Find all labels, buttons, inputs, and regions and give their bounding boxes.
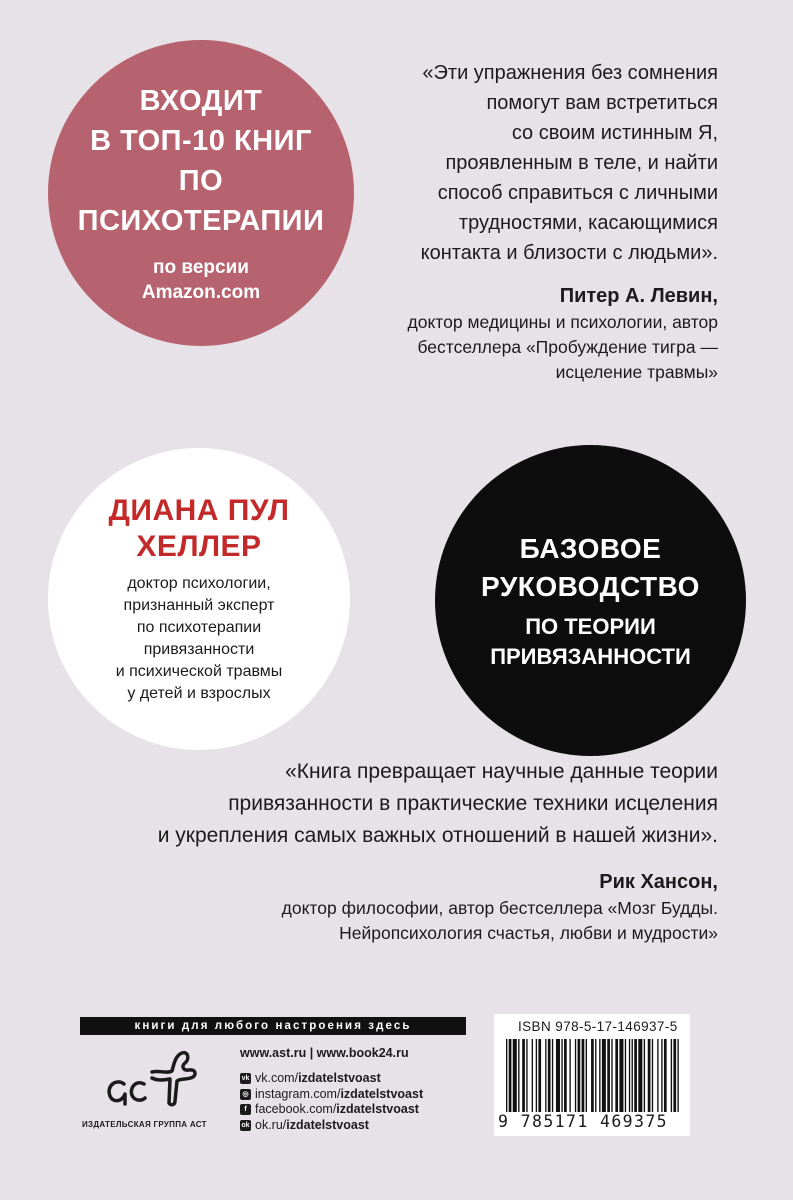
quote-line: помогут вам встретиться bbox=[486, 92, 718, 114]
barcode-stripe bbox=[619, 1039, 623, 1119]
badge-source bbox=[142, 255, 260, 305]
author-credentials bbox=[116, 573, 283, 705]
quote-line: привязанности в практические техники исцеления bbox=[228, 792, 718, 815]
guide-line: РУКОВОДСТВО bbox=[481, 570, 700, 602]
quote-hanson bbox=[18, 756, 718, 852]
barcode-stripe bbox=[607, 1039, 610, 1119]
barcode-stripe bbox=[599, 1039, 600, 1119]
social-prefix: ok.ru/ bbox=[255, 1117, 287, 1132]
social-prefix: instagram.com/ bbox=[255, 1086, 341, 1101]
barcode-stripe bbox=[595, 1039, 596, 1119]
quote-line: проявленным в теле, и найти bbox=[445, 152, 718, 174]
barcode-stripe bbox=[536, 1039, 537, 1119]
guide-sub-line: ПО ТЕОРИИ bbox=[525, 613, 656, 639]
barcode-stripe bbox=[615, 1039, 618, 1119]
barcode-stripe bbox=[522, 1039, 525, 1119]
barcode-stripe bbox=[552, 1039, 553, 1119]
social-link-vk bbox=[240, 1071, 480, 1087]
barcode-stripe bbox=[634, 1039, 637, 1119]
badge-source-line: по версии bbox=[153, 257, 249, 278]
barcode-stripe bbox=[591, 1039, 594, 1119]
quote-author: Питер А. Левин, bbox=[559, 285, 718, 307]
credential-line: и психической травмы bbox=[115, 663, 283, 680]
badge-source-line: Amazon.com bbox=[141, 282, 261, 303]
barcode-number: 9 785171 469375 bbox=[498, 1112, 686, 1131]
badge-line: В ТОП-10 КНИГ bbox=[90, 125, 312, 157]
barcode-stripe bbox=[578, 1039, 581, 1119]
quote-line: и укрепления самых важных отношений в нашей жизни». bbox=[157, 824, 718, 847]
barcode-stripe bbox=[648, 1039, 651, 1119]
quote-line: трудностями, касающимися bbox=[458, 212, 718, 234]
social-handle: izdatelstvoast bbox=[286, 1117, 369, 1132]
credential-line: у детей и взрослых bbox=[127, 685, 271, 702]
credential-line: по психотерапии bbox=[136, 619, 262, 636]
barcode-stripe bbox=[611, 1039, 612, 1119]
publisher-logo bbox=[82, 1044, 226, 1129]
barcode-stripe bbox=[673, 1039, 676, 1119]
quote-line: способ справиться с личными bbox=[437, 182, 718, 204]
barcode-bars bbox=[506, 1039, 682, 1119]
barcode-stripe bbox=[638, 1039, 642, 1119]
barcode-stripe bbox=[548, 1039, 551, 1119]
vk-icon: vk bbox=[240, 1073, 251, 1084]
barcode-stripe bbox=[569, 1039, 570, 1119]
social-handle: izdatelstvoast bbox=[336, 1102, 419, 1116]
isbn-label: ISBN 978-5-17-146937-5 bbox=[518, 1019, 678, 1034]
quote-line: «Книга превращает научные данные теории bbox=[285, 760, 718, 783]
barcode-stripe bbox=[677, 1039, 678, 1119]
badge-line: ПО bbox=[178, 165, 224, 197]
guide-sub-line: ПРИВЯЗАННОСТИ bbox=[490, 643, 691, 669]
badge-line: ВХОДИТ bbox=[139, 85, 263, 117]
barcode-stripe bbox=[545, 1039, 546, 1119]
author-name: ХЕЛЛЕР bbox=[136, 530, 262, 563]
author-desc-line: бестселлера «Пробуждение тигра — bbox=[417, 337, 718, 357]
author-desc-line: доктор медицины и психологии, автор bbox=[407, 312, 718, 332]
quote-line: со своим истинным Я, bbox=[511, 122, 718, 144]
barcode-stripe bbox=[664, 1039, 667, 1119]
barcode-stripe bbox=[509, 1039, 512, 1119]
social-link-ok bbox=[240, 1118, 480, 1134]
barcode-stripe bbox=[661, 1039, 662, 1119]
social-prefix: facebook.com/ bbox=[255, 1102, 337, 1116]
credential-line: привязанности bbox=[143, 641, 255, 658]
barcode-stripe bbox=[671, 1039, 672, 1119]
author-circle bbox=[48, 448, 350, 750]
social-link-instagram bbox=[240, 1087, 480, 1103]
quote-levine bbox=[318, 58, 718, 268]
author-desc-line: исцеление травмы» bbox=[555, 362, 718, 382]
barcode-stripe bbox=[625, 1039, 626, 1119]
barcode-stripe bbox=[632, 1039, 633, 1119]
barcode-stripe bbox=[506, 1039, 507, 1119]
quote-line: контакта и близости с людьми». bbox=[420, 242, 718, 264]
social-handle: izdatelstvoast bbox=[298, 1071, 381, 1085]
isbn-barcode bbox=[494, 1014, 690, 1136]
quote-hanson-attribution bbox=[158, 868, 718, 946]
barcode-stripe bbox=[513, 1039, 517, 1119]
publisher-links bbox=[240, 1045, 480, 1133]
credential-line: доктор психологии, bbox=[127, 575, 271, 592]
badge-line: ПСИХОТЕРАПИИ bbox=[77, 205, 325, 237]
social-handle: izdatelstvoast bbox=[340, 1086, 424, 1101]
barcode-stripe bbox=[602, 1039, 606, 1119]
barcode-stripe bbox=[582, 1039, 585, 1119]
facebook-icon: f bbox=[240, 1104, 251, 1115]
barcode-stripe bbox=[518, 1039, 519, 1119]
slogan-bar: книги для любого настроения здесь bbox=[80, 1017, 466, 1035]
publisher-caption: ИЗДАТЕЛЬСКАЯ ГРУППА АСТ bbox=[82, 1120, 207, 1129]
barcode-stripe bbox=[586, 1039, 587, 1119]
barcode-stripe bbox=[561, 1039, 562, 1119]
websites: www.ast.ru | www.book24.ru bbox=[240, 1046, 409, 1060]
barcode-stripe bbox=[644, 1039, 645, 1119]
barcode-stripe bbox=[629, 1039, 630, 1119]
guide-circle bbox=[435, 445, 746, 756]
social-link-facebook bbox=[240, 1102, 480, 1118]
guide-line: БАЗОВОЕ bbox=[519, 532, 662, 564]
barcode-stripe bbox=[575, 1039, 576, 1119]
barcode-stripe bbox=[652, 1039, 653, 1119]
barcode-stripe bbox=[556, 1039, 560, 1119]
instagram-icon: ◎ bbox=[240, 1089, 251, 1100]
author-desc-line: Нейропсихология счастья, любви и мудрости» bbox=[339, 923, 718, 943]
social-prefix: vk.com/ bbox=[255, 1071, 299, 1085]
barcode-stripe bbox=[538, 1039, 541, 1119]
barcode-stripe bbox=[526, 1039, 527, 1119]
author-desc-line: доктор философии, автор бестселлера «Мозг Будды. bbox=[281, 898, 718, 918]
author-name: ДИАНА ПУЛ bbox=[108, 494, 290, 527]
credential-line: признанный эксперт bbox=[123, 597, 275, 614]
guide-subtitle bbox=[490, 612, 691, 672]
barcode-stripe bbox=[532, 1039, 533, 1119]
quote-author: Рик Хансон, bbox=[599, 871, 718, 893]
quote-levine-attribution bbox=[298, 282, 718, 385]
quote-line: «Эти упражнения без сомнения bbox=[422, 62, 718, 84]
barcode-stripe bbox=[657, 1039, 658, 1119]
odnoklassniki-icon: ok bbox=[240, 1120, 251, 1131]
barcode-stripe bbox=[564, 1039, 567, 1119]
ast-logo-icon bbox=[102, 1044, 202, 1116]
